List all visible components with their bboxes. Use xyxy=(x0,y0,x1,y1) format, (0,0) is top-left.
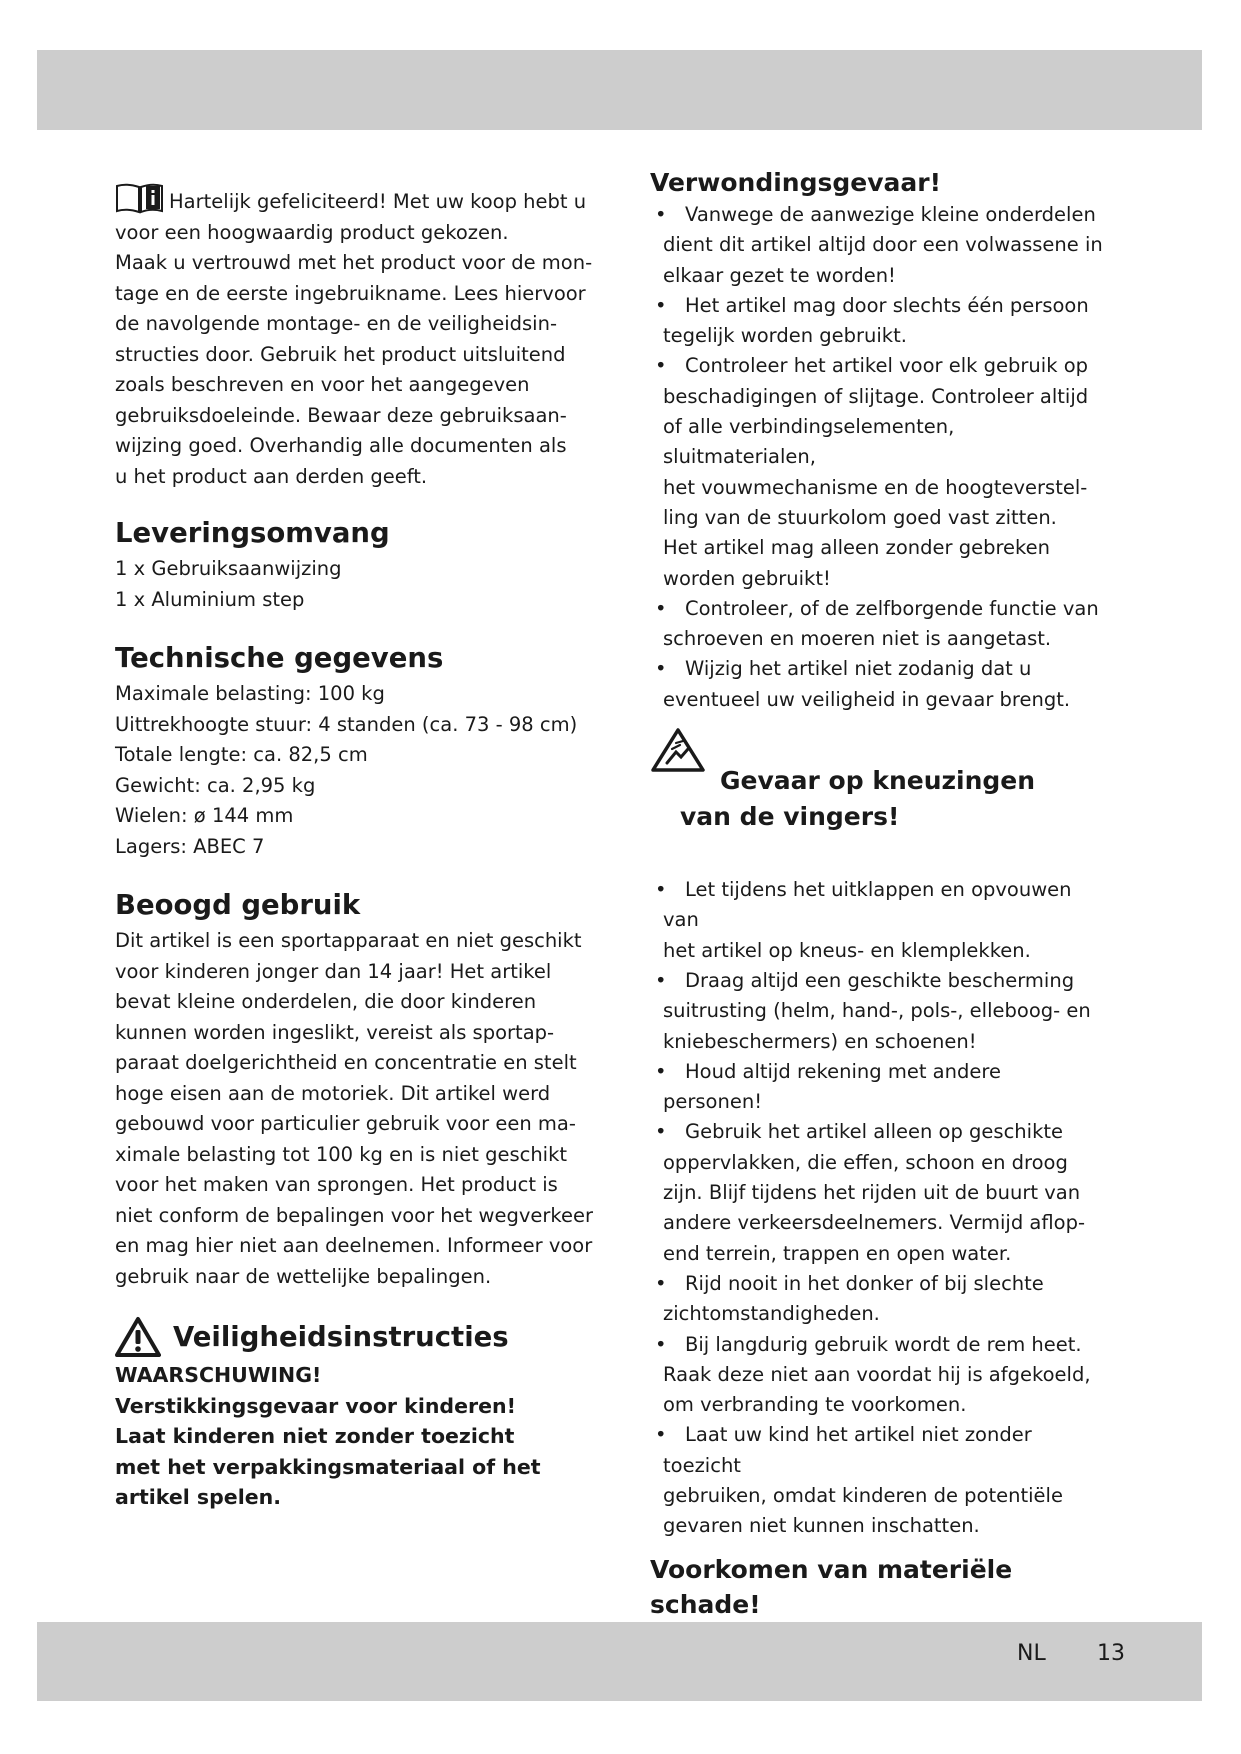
footer-language: NL xyxy=(1017,1641,1046,1666)
list-item-text: • Vanwege de aanwezige kleine onderdelen dient dit artikel altijd door een volwassene in elkaar gezet te worden! xyxy=(663,203,1103,287)
kneuzing-heading xyxy=(680,727,1036,871)
leveringsomvang-item: 1 x Aluminium step xyxy=(115,587,305,611)
list-item xyxy=(650,351,1105,593)
list-item-text: • Gebruik het artikel alleen op geschikte oppervlakken, die effen, schoon en droog zijn. Blijf tijdens het rijden uit de buurt van andere verkeersdeelnemers. Vermijd aflop- end terrein, trappen en open water. xyxy=(663,1120,1085,1265)
kneuzing-heading-line1: Gevaar op kneuzingen xyxy=(720,766,1036,796)
list-item-text: • Houd altijd rekening met andere personen! xyxy=(663,1059,1001,1114)
veiligheid-heading: Veiligheidsinstructies xyxy=(173,1321,509,1353)
technische-item: Totale lengte: ca. 82,5 cm xyxy=(115,743,368,766)
list-item xyxy=(650,1420,1105,1541)
technische-item: Lagers: ABEC 7 xyxy=(115,834,265,858)
right-column xyxy=(650,165,1105,1682)
list-item xyxy=(650,1330,1105,1421)
warning-triangle-icon xyxy=(115,1316,161,1358)
veiligheid-heading-row xyxy=(115,1316,595,1358)
list-item-text: • Let tijdens het uitklappen en opvouwen van het artikel op kneus- en klemplekken. xyxy=(663,878,1072,962)
beoogd-heading: Beoogd gebruik xyxy=(115,889,361,921)
list-item xyxy=(650,200,1105,291)
list-item xyxy=(650,594,1105,655)
leveringsomvang-heading: Leveringsomvang xyxy=(115,517,390,549)
kneuzing-heading-line2: van de vingers! xyxy=(680,802,900,832)
list-item xyxy=(650,966,1105,1057)
technische-item: Maximale belasting: 100 kg xyxy=(115,682,385,705)
hand-crush-warning-icon xyxy=(650,727,706,773)
technische-item: Gewicht: ca. 2,95 kg xyxy=(115,773,316,797)
beoogd-text: Dit artikel is een sportapparaat en niet geschikt voor kinderen jonger dan 14 jaar! Het artikel bevat kleine onderdelen, die door kinderen kunnen worden ingeslikt, vereist als sportap- paraat doelgerichtheid en concentratie en stelt hoge eisen aan de motoriek. Dit artikel werd gebouwd voor particulier gebruik voor een ma- ximale belasting tot 100 kg en is niet geschikt voor het maken van sprongen. Het product is niet conform de bepalingen voor het wegverkeer en mag hier niet aan deelnemen. Informeer voor gebruik naar de wettelijke bepalingen. xyxy=(115,929,593,1288)
intro-text: Hartelijk gefeliciteerd! Met uw koop hebt u voor een hoogwaardig product gekozen. Maak u vertrouwd met het product voor de mon- tage en de eerste ingebruikname. Lees hiervoor de navolgende montage- en de veiligheidsin- structies door. Gebruik het product uitsluitend zoals beschreven en voor het aangegeven gebruiksdoeleinde. Bewaar deze gebruiksaan- wijzing goed. Overhandig alle documenten als u het product aan derden geeft. xyxy=(115,190,593,488)
technische-item: Wielen: ø 144 mm xyxy=(115,804,294,827)
list-item-text: • Controleer het artikel voor elk gebruik op beschadigingen of slijtage. Controleer altijd of alle verbindingselementen, sluitmaterialen, het vouwmechanisme en de hoogteverstel- ling van de stuurkolom goed vast zitten. Het artikel mag alleen zonder gebreken worden gebruikt! xyxy=(663,354,1089,590)
materiele-heading: Voorkomen van materiële schade! xyxy=(650,1554,1013,1619)
header-band xyxy=(37,50,1202,130)
list-item xyxy=(650,1117,1105,1268)
list-item-text: • Laat uw kind het artikel niet zonder toezicht gebruiken, omdat kinderen de potentiële gevaren niet kunnen inschatten. xyxy=(663,1423,1063,1538)
intro-paragraph xyxy=(115,182,595,492)
page-number: 13 xyxy=(1097,1641,1125,1666)
list-item xyxy=(650,291,1105,352)
list-item-text: • Het artikel mag door slechts één persoon tegelijk worden gebruikt. xyxy=(663,293,1089,348)
list-item-text: • Wijzig het artikel niet zodanig dat u eventueel uw veiligheid in gevaar brengt. xyxy=(663,657,1071,711)
info-book-icon xyxy=(115,182,165,214)
list-item xyxy=(650,654,1105,715)
kneuzing-list xyxy=(650,875,1105,1542)
verwonding-heading: Verwondingsgevaar! xyxy=(650,168,941,197)
left-column xyxy=(115,182,595,1513)
list-item-text: • Rijd nooit in het donker of bij slechte zichtomstandigheden. xyxy=(663,1271,1044,1326)
technische-heading: Technische gegevens xyxy=(115,642,444,674)
list-item xyxy=(650,1269,1105,1330)
verwonding-list xyxy=(650,200,1105,715)
list-item xyxy=(650,875,1105,966)
list-item-text: • Draag altijd een geschikte bescherming suitrusting (helm, hand-, pols-, elleboog- en kniebeschermers) en schoenen! xyxy=(663,968,1091,1053)
list-item-text: • Bij langdurig gebruik wordt de rem heet. Raak deze niet aan voordat hij is afgekoeld, om verbranding te voorkomen. xyxy=(663,1332,1091,1417)
veiligheid-warning: WAARSCHUWING! Verstikkingsgevaar voor kinderen! Laat kinderen niet zonder toezicht met het verpakkingsmateriaal of het artikel spelen. xyxy=(115,1363,541,1509)
technische-item: Uittrekhoogte stuur: 4 standen (ca. 73 - 98 cm) xyxy=(115,712,578,736)
leveringsomvang-item: 1 x Gebruiksaanwijzing xyxy=(115,557,342,580)
list-item-text: • Controleer, of de zelfborgende functie van schroeven en moeren niet is aangetast. xyxy=(663,596,1099,651)
kneuzing-heading-row xyxy=(650,727,1105,871)
list-item xyxy=(650,1057,1105,1118)
